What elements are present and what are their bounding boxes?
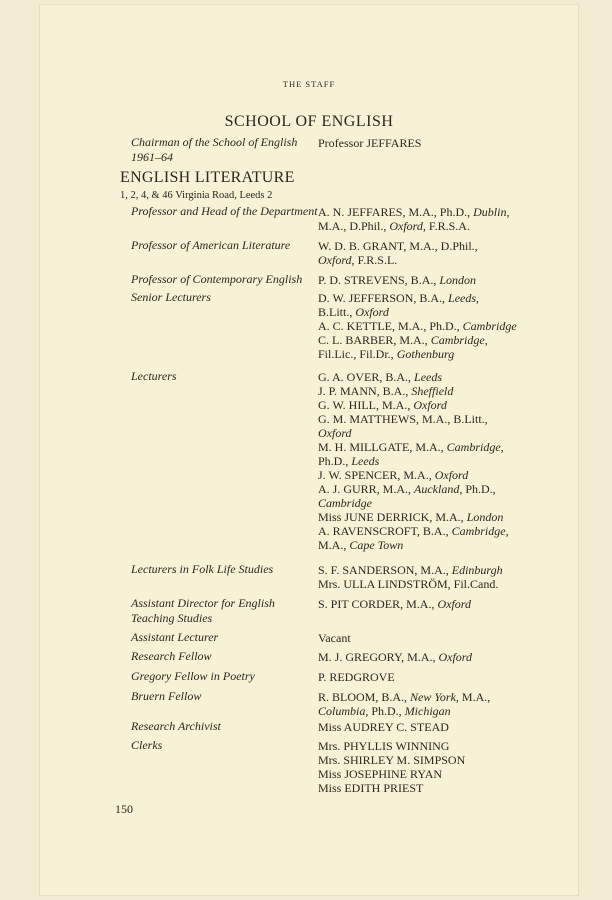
department-heading: ENGLISH LITERATURE xyxy=(120,169,295,186)
staff-position-label: Lecturers xyxy=(131,369,177,383)
staff-name-line: J. W. SPENCER, M.A., Oxford xyxy=(318,468,469,482)
staff-position-label: Senior Lecturers xyxy=(131,290,211,304)
staff-name-line: A. C. KETTLE, M.A., Ph.D., Cambridge xyxy=(318,319,517,333)
staff-position-label: Research Archivist xyxy=(131,719,221,733)
staff-name-line: P. REDGROVE xyxy=(318,670,395,684)
section-title: SCHOOL OF ENGLISH xyxy=(224,113,394,130)
staff-names xyxy=(318,370,545,552)
staff-name-line: M. H. MILLGATE, M.A., Cambridge, xyxy=(318,440,504,454)
staff-name-line: Mrs. SHIRLEY M. SIMPSON xyxy=(318,753,466,767)
staff-name-line: G. M. MATTHEWS, M.A., B.Litt., xyxy=(318,412,488,426)
staff-position-label: Bruern Fellow xyxy=(131,689,202,703)
staff-name-line: G. A. OVER, B.A., Leeds xyxy=(318,370,443,384)
staff-names xyxy=(318,597,545,611)
staff-position-label: Assistant Lecturer xyxy=(131,630,219,644)
staff-names xyxy=(318,650,545,664)
staff-position-label: Professor of Contemporary English xyxy=(131,272,303,286)
staff-name-line: W. D. B. GRANT, M.A., D.Phil., xyxy=(318,239,478,253)
staff-position-label: Gregory Fellow in Poetry xyxy=(131,669,255,683)
staff-name-line: A. N. JEFFARES, M.A., Ph.D., Dublin, xyxy=(318,205,510,219)
staff-name-line: D. W. JEFFERSON, B.A., Leeds, xyxy=(318,291,480,305)
staff-name-line: Vacant xyxy=(318,631,351,645)
staff-position-label: Professor and Head of the Department xyxy=(131,204,318,218)
staff-name-line: S. F. SANDERSON, M.A., Edinburgh xyxy=(318,563,503,577)
staff-name-line: Miss EDITH PRIEST xyxy=(318,781,424,795)
staff-name-line: B.Litt., Oxford xyxy=(318,305,389,319)
staff-name-line: Columbia, Ph.D., Michigan xyxy=(318,704,451,718)
staff-position-label: Lecturers in Folk Life Studies xyxy=(131,562,274,576)
staff-position-label: Professor of American Literature xyxy=(131,238,291,252)
running-head: THE STAFF xyxy=(282,79,336,89)
page-number: 150 xyxy=(115,802,133,816)
staff-name-line: P. D. STREVENS, B.A., London xyxy=(318,273,477,287)
staff-name-line: M.A., Cape Town xyxy=(318,538,404,552)
staff-name-line: Miss AUDREY C. STEAD xyxy=(318,720,449,734)
staff-name-line: Ph.D., Leeds xyxy=(318,454,380,468)
staff-names xyxy=(318,690,545,718)
staff-position-label: Clerks xyxy=(131,738,163,752)
chairman-value: Professor JEFFARES xyxy=(318,136,422,150)
staff-names xyxy=(318,670,545,684)
department-address: 1, 2, 4, & 46 Virginia Road, Leeds 2 xyxy=(120,190,273,201)
staff-name-line: Mrs. PHYLLIS WINNING xyxy=(318,739,450,753)
staff-name-line: Miss JOSEPHINE RYAN xyxy=(318,767,443,781)
staff-name-line: M.A., D.Phil., Oxford, F.R.S.A. xyxy=(318,219,470,233)
staff-names xyxy=(318,720,545,734)
staff-name-line: G. W. HILL, M.A., Oxford xyxy=(318,398,447,412)
staff-names xyxy=(318,739,545,795)
staff-name-line: R. BLOOM, B.A., New York, M.A., xyxy=(318,690,491,704)
staff-position-label: Research Fellow xyxy=(131,649,212,663)
staff-name-line: C. L. BARBER, M.A., Cambridge, xyxy=(318,333,488,347)
staff-names xyxy=(318,205,545,233)
staff-names xyxy=(318,631,545,645)
staff-names xyxy=(318,563,545,591)
staff-name-line: J. P. MANN, B.A., Sheffield xyxy=(318,384,454,398)
staff-names xyxy=(318,291,545,361)
staff-names xyxy=(318,239,545,267)
staff-name-line: Fil.Lic., Fil.Dr., Gothenburg xyxy=(318,347,455,361)
staff-name-line: S. PIT CORDER, M.A., Oxford xyxy=(318,597,472,611)
staff-name-line: Oxford xyxy=(318,426,352,440)
staff-name-line: Oxford, F.R.S.L. xyxy=(318,253,398,267)
staff-name-line: Cambridge xyxy=(318,496,372,510)
staff-position-label: Assistant Director for English Teaching Studies xyxy=(131,596,275,625)
staff-name-line: Miss JUNE DERRICK, M.A., London xyxy=(318,510,504,524)
document-page xyxy=(40,5,578,895)
staff-name-line: A. J. GURR, M.A., Auckland, Ph.D., xyxy=(318,482,496,496)
staff-name-line: A. RAVENSCROFT, B.A., Cambridge, xyxy=(318,524,509,538)
staff-name-line: M. J. GREGORY, M.A., Oxford xyxy=(318,650,473,664)
staff-names xyxy=(318,273,545,287)
chairman-label: Chairman of the School of English 1961–64 xyxy=(131,135,298,164)
staff-name-line: Mrs. ULLA LINDSTRÖM, Fil.Cand. xyxy=(318,577,499,591)
